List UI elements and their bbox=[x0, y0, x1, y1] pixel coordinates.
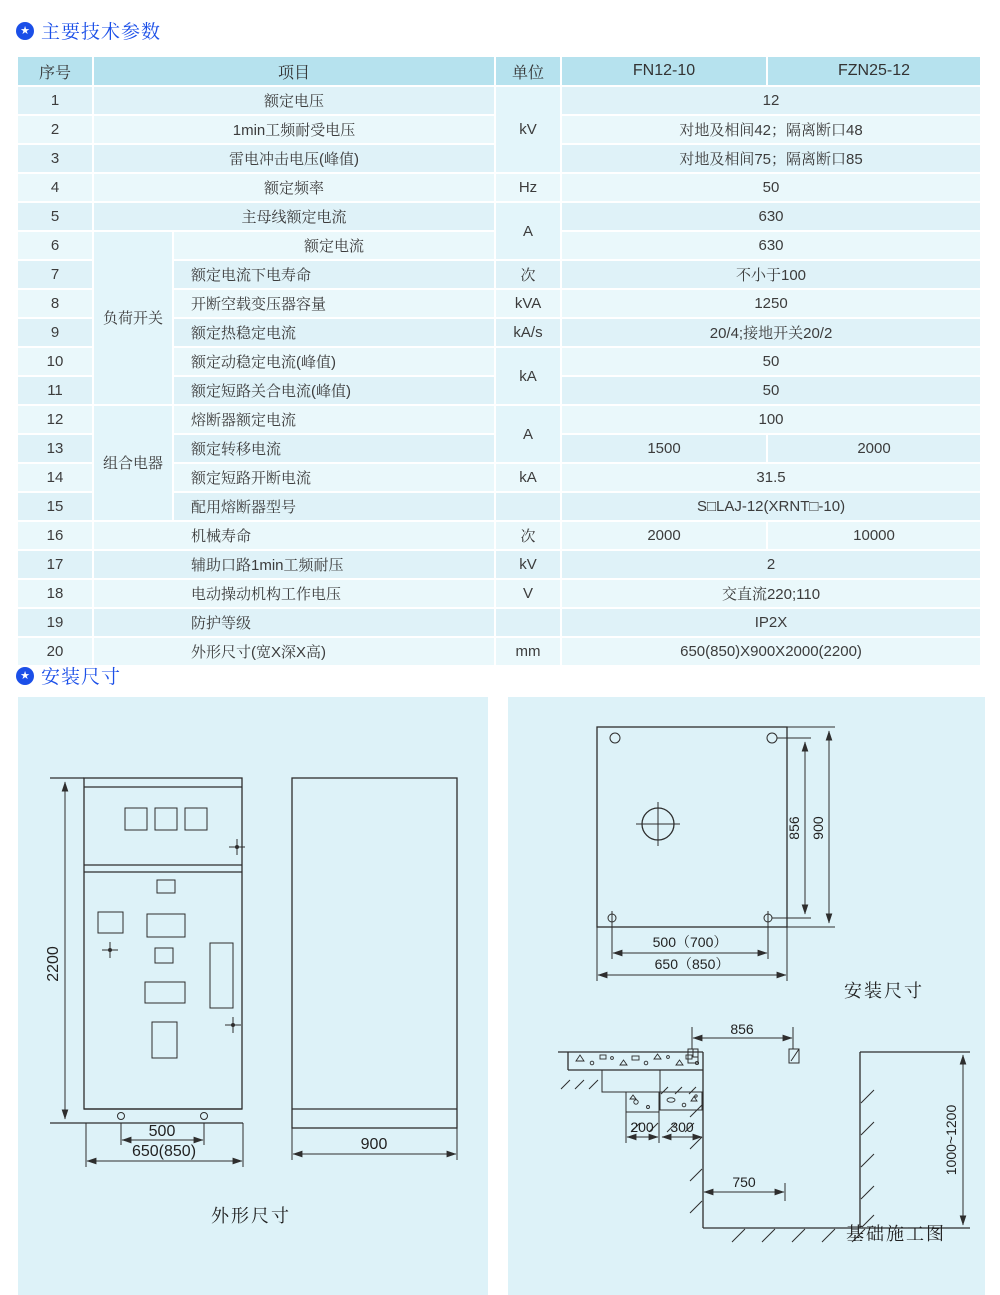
row-no: 1 bbox=[18, 87, 92, 114]
row-item: 额定转移电流 bbox=[174, 435, 494, 462]
table-row bbox=[18, 638, 980, 665]
row-item: 1min工频耐受电压 bbox=[94, 116, 494, 143]
table-row bbox=[18, 203, 980, 230]
row-no: 11 bbox=[18, 377, 92, 404]
install-caption: 安装尺寸 bbox=[844, 981, 924, 1001]
row-no: 9 bbox=[18, 319, 92, 346]
row-item: 主母线额定电流 bbox=[94, 203, 494, 230]
row-unit: V bbox=[496, 580, 560, 607]
row-no: 13 bbox=[18, 435, 92, 462]
table-row bbox=[18, 406, 980, 433]
row-value: 100 bbox=[562, 406, 980, 433]
row-item: 配用熔断器型号 bbox=[174, 493, 494, 520]
row-value: S□LAJ-12(XRNT□-10) bbox=[562, 493, 980, 520]
row-no: 17 bbox=[18, 551, 92, 578]
row-item: 额定电压 bbox=[94, 87, 494, 114]
row-value: 12 bbox=[562, 87, 980, 114]
row-unit: Hz bbox=[496, 174, 560, 201]
row-item: 开断空载变压器容量 bbox=[174, 290, 494, 317]
table-row bbox=[18, 87, 980, 114]
row-value: 630 bbox=[562, 232, 980, 259]
row-value: 交直流220;110 bbox=[562, 580, 980, 607]
row-unit: A bbox=[496, 406, 560, 462]
row-value: 630 bbox=[562, 203, 980, 230]
row-item: 额定电流下电寿命 bbox=[174, 261, 494, 288]
row-unit bbox=[496, 493, 560, 520]
row-unit: kV bbox=[496, 551, 560, 578]
row-value-model1: 1500 bbox=[562, 435, 766, 462]
row-no: 12 bbox=[18, 406, 92, 433]
dim-hole-span-label: 500 bbox=[148, 1123, 176, 1140]
dim-width-label: 650(850) bbox=[131, 1143, 197, 1160]
row-unit: A bbox=[496, 203, 560, 259]
dim-depth-label: 900 bbox=[360, 1136, 388, 1153]
row-value: 31.5 bbox=[562, 464, 980, 491]
section-title: 主要技术参数 bbox=[41, 22, 162, 43]
earth-hatch bbox=[561, 1080, 874, 1242]
row-value-model1: 2000 bbox=[562, 522, 766, 549]
row-value: 650(850)X900X2000(2200) bbox=[562, 638, 980, 665]
outline-drawing-panel bbox=[18, 697, 488, 1295]
foundation-caption: 基础施工图 bbox=[846, 1224, 946, 1244]
row-value: 50 bbox=[562, 377, 980, 404]
row-item: 防护等级 bbox=[94, 609, 494, 636]
row-unit: 次 bbox=[496, 261, 560, 288]
group-cell-combined: 组合电器 bbox=[94, 406, 172, 520]
cross-marker bbox=[102, 839, 245, 1033]
row-no: 10 bbox=[18, 348, 92, 375]
row-value: 对地及相间75；隔离断口85 bbox=[562, 145, 980, 172]
group-cell-load-switch: 负荷开关 bbox=[94, 232, 172, 404]
row-item: 额定短路关合电流(峰值) bbox=[174, 377, 494, 404]
row-value: 50 bbox=[562, 348, 980, 375]
row-no: 7 bbox=[18, 261, 92, 288]
row-no: 4 bbox=[18, 174, 92, 201]
row-value-model2: 2000 bbox=[768, 435, 980, 462]
col-header-unit: 单位 bbox=[496, 57, 560, 85]
star-icon: ★ bbox=[16, 22, 34, 40]
row-value: 1250 bbox=[562, 290, 980, 317]
plan-dimensions bbox=[597, 731, 829, 981]
dim-depth-label: 900 bbox=[810, 816, 826, 840]
outline-caption: 外形尺寸 bbox=[211, 1206, 291, 1226]
row-unit bbox=[496, 609, 560, 636]
foundation-view bbox=[558, 1021, 970, 1242]
rubble-texture bbox=[576, 1054, 699, 1109]
section-title: 安装尺寸 bbox=[41, 667, 122, 688]
section-header-params bbox=[16, 17, 161, 44]
row-item: 额定热稳定电流 bbox=[174, 319, 494, 346]
row-unit: mm bbox=[496, 638, 560, 665]
row-no: 15 bbox=[18, 493, 92, 520]
dim-w2-label: 300 bbox=[670, 1119, 694, 1135]
dim-top-label: 856 bbox=[730, 1021, 754, 1037]
row-item: 额定动稳定电流(峰值) bbox=[174, 348, 494, 375]
col-header-no: 序号 bbox=[18, 57, 92, 85]
row-value: 2 bbox=[562, 551, 980, 578]
dim-w3-label: 750 bbox=[732, 1174, 756, 1190]
row-item: 外形尺寸(宽X深X高) bbox=[94, 638, 494, 665]
dim-height-label: 2200 bbox=[45, 946, 62, 982]
dim-hole-span-label: 500（700） bbox=[652, 934, 728, 950]
row-no: 20 bbox=[18, 638, 92, 665]
dim-depth-label: 1000~1200 bbox=[943, 1104, 959, 1176]
row-unit: 次 bbox=[496, 522, 560, 549]
row-item: 额定短路开断电流 bbox=[174, 464, 494, 491]
row-item: 额定频率 bbox=[94, 174, 494, 201]
star-icon: ★ bbox=[16, 667, 34, 685]
row-item: 熔断器额定电流 bbox=[174, 406, 494, 433]
row-unit: kV bbox=[496, 87, 560, 172]
row-item: 额定电流 bbox=[174, 232, 494, 259]
row-no: 14 bbox=[18, 464, 92, 491]
table-row bbox=[18, 609, 980, 636]
row-no: 6 bbox=[18, 232, 92, 259]
dim-hole-v-label: 856 bbox=[786, 816, 802, 840]
table-row bbox=[18, 551, 980, 578]
row-no: 3 bbox=[18, 145, 92, 172]
row-item: 电动操动机构工作电压 bbox=[94, 580, 494, 607]
table-header-row bbox=[18, 57, 980, 85]
section-header-install bbox=[16, 662, 121, 689]
row-unit: kA/s bbox=[496, 319, 560, 346]
row-value: 20/4;接地开关20/2 bbox=[562, 319, 980, 346]
dim-w1-label: 200 bbox=[630, 1119, 654, 1135]
row-item: 雷电冲击电压(峰值) bbox=[94, 145, 494, 172]
row-no: 2 bbox=[18, 116, 92, 143]
table-row bbox=[18, 174, 980, 201]
col-header-model2: FZN25-12 bbox=[768, 57, 980, 85]
row-no: 8 bbox=[18, 290, 92, 317]
row-value: IP2X bbox=[562, 609, 980, 636]
row-item: 辅助口路1min工频耐压 bbox=[94, 551, 494, 578]
table-row bbox=[18, 580, 980, 607]
row-value: 不小于100 bbox=[562, 261, 980, 288]
row-no: 18 bbox=[18, 580, 92, 607]
row-item: 机械寿命 bbox=[94, 522, 494, 549]
row-unit: kA bbox=[496, 348, 560, 404]
col-header-model1: FN12-10 bbox=[562, 57, 766, 85]
side-view bbox=[292, 778, 457, 1128]
outline-drawing bbox=[18, 697, 488, 1295]
install-drawing-panel bbox=[508, 697, 985, 1295]
row-value-model2: 10000 bbox=[768, 522, 980, 549]
params-table bbox=[16, 55, 982, 667]
table-row bbox=[18, 522, 980, 549]
row-no: 19 bbox=[18, 609, 92, 636]
dim-width-label: 650（850） bbox=[654, 956, 730, 972]
install-foundation-drawing bbox=[508, 697, 985, 1295]
row-unit: kVA bbox=[496, 290, 560, 317]
row-no: 5 bbox=[18, 203, 92, 230]
row-value: 对地及相间42；隔离断口48 bbox=[562, 116, 980, 143]
params-table-wrap bbox=[16, 55, 986, 667]
col-header-item: 项目 bbox=[94, 57, 494, 85]
row-no: 16 bbox=[18, 522, 92, 549]
front-view bbox=[50, 778, 245, 1123]
row-unit: kA bbox=[496, 464, 560, 491]
row-value: 50 bbox=[562, 174, 980, 201]
